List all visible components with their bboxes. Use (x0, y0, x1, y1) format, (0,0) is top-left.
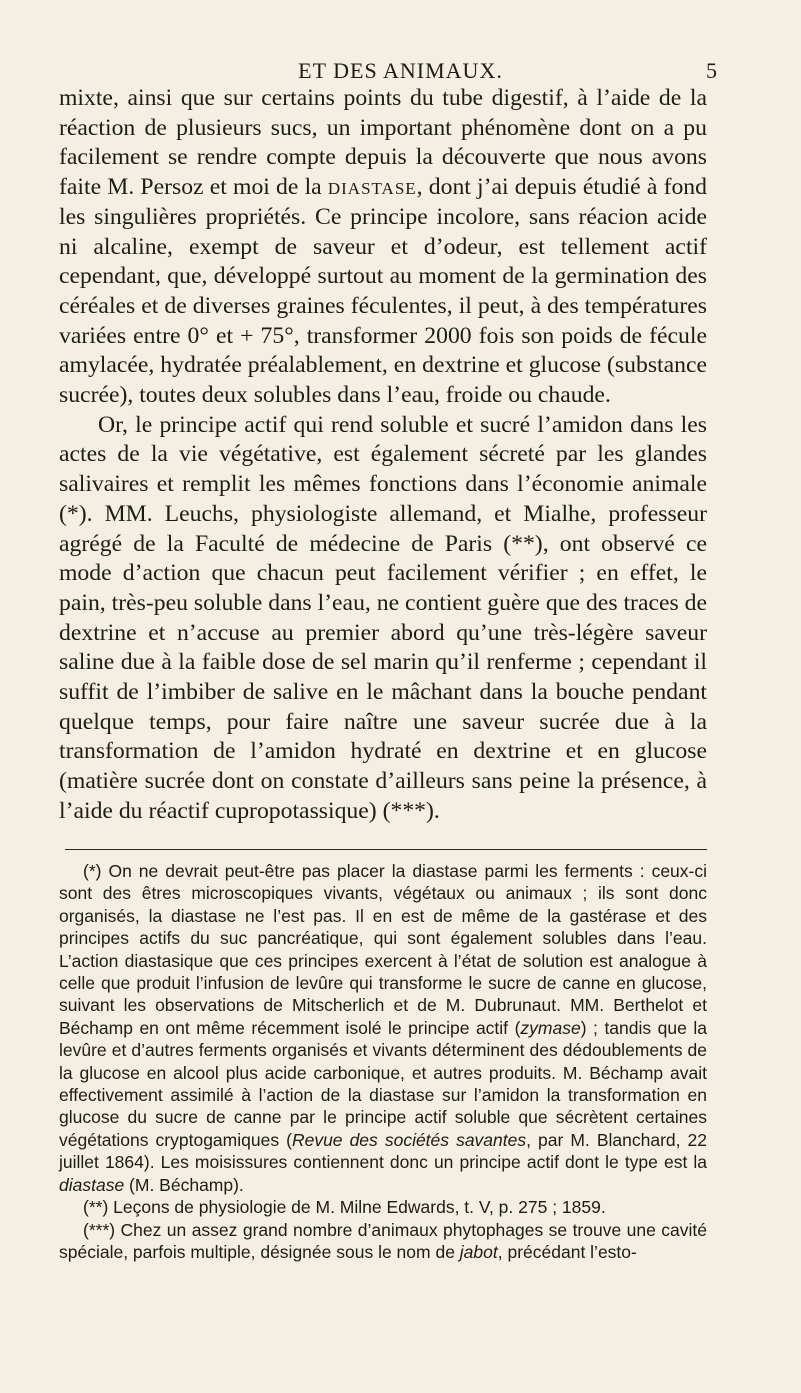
revue-title: Revue des sociétés savantes (291, 1129, 527, 1150)
page-number: 5 (706, 58, 717, 83)
footnote-1-part-4: (M. Béchamp). (124, 1174, 244, 1195)
footnotes (59, 860, 707, 1263)
zymase-term: zymase (520, 1017, 581, 1038)
paragraph-1-part-2: , dont j’ai depuis étudié à fond les singulières propriétés. Ce principe incolore, sans réacion acide ni alcaline, exempt de saveur et d’odeur, est tellement actif cependant, que, développé surtout au moment de la germination des céréales et de diverses graines féculentes, il peut, à des températures variées entre 0° et + 75°, transformer 2000 fois son poids de fécule amylacée, hydratée préalablement, en dextrine et glucose (substance sucrée), toutes deux solubles dans l’eau, froide ou chaude. (59, 174, 707, 409)
jabot-term: jabot (459, 1241, 498, 1262)
diastase-term: diastase (327, 174, 417, 201)
footnote-divider (65, 849, 707, 850)
footnote-1-part-3: , par M. Blanchard, 22 juillet 1864). Les moisissures contiennent donc un principe actif dont le type est la (59, 1129, 708, 1173)
footnote-1 (59, 860, 707, 1196)
footnote-3 (59, 1219, 707, 1264)
running-title: ET DES ANIMAUX. (298, 58, 503, 83)
footnote-2: (**) Leçons de physiologie de M. Milne Edwards, t. V, p. 275 ; 1859. (83, 1197, 606, 1218)
paragraph-2: Or, le principe actif qui rend soluble et sucré l’amidon dans les actes de la vie végétative, est également sécreté par les glandes salivaires et remplit les mêmes fonctions dans l’économie animale (*). MM. Leuchs, physiologiste allemand, et Mialhe, professeur agrégé de la Faculté de médecine de Paris (**), ont observé ce mode d’action que chacun peut facilement vérifier ; en effet, le pain, très-peu soluble dans l’eau, ne contient guère que des traces de dextrine et n’accuse au premier abord qu’une très-légère saveur saline due à la faible dose de sel marin qu’il renferme ; cependant il suffit de l’imbiber de salive en le mâchant dans la bouche pendant quelque temps, pour faire naître une saveur sucrée due à la transformation de l’amidon hydraté en dextrine et en glucose (matière sucrée dont on constate d’ailleurs sans peine la présence, à l’aide du réactif cupropotassique) (***). (59, 411, 707, 824)
paragraph-1 (59, 84, 707, 411)
footnote-1-part-2: ) ; tandis que la levûre et d’autres ferments organisés et vivants déterminent des dédoublements de la glucose en alcool plus acide carbonique, et autres produits. M. Béchamp avait effectivement assimilé à l’action de la diastase sur l’amidon la transformation en glucose du sucre de canne par le principe actif soluble que sécrètent certaines végétations cryptogamiques ( (59, 1017, 708, 1150)
paragraph-1-part-1: mixte, ainsi que sur certains points du tube digestif, à l’aide de la réaction de plusieurs sucs, un important phénomène dont on a pu facilement se rendre compte depuis la découverte que nous avons faite M. Persoz et moi de la (59, 85, 707, 201)
footnote-3-part-2: , précédant l’esto- (497, 1241, 637, 1262)
footnote-1-part-1: (*) On ne devrait peut-être pas placer la diastase parmi les ferments : ceux-ci sont des êtres microscopiques vivants, végétaux ou animaux ; ils sont donc organisés, la diastase ne l’est pas. Il en est de même de la gastérase et des principes actifs du suc pancréatique, qui sont également solubles dans l’eau. L’action diastasique que ces principes exercent à l’état de solution est analogue à celle que produit l’infusion de levûre qui transforme le sucre de canne en glucose, suivant les observations de Mitscherlich et de M. Dubrunaut. MM. Berthelot et Béchamp en ont même récemment isolé le principe actif ( (59, 861, 707, 1038)
main-text (59, 84, 707, 827)
footnote-3-part-1: (***) Chez un assez grand nombre d’animaux phytophages se trouve une cavité spéciale, parfois multiple, désignée sous le nom de (59, 1219, 707, 1262)
diastase-type: diastase (59, 1174, 125, 1195)
